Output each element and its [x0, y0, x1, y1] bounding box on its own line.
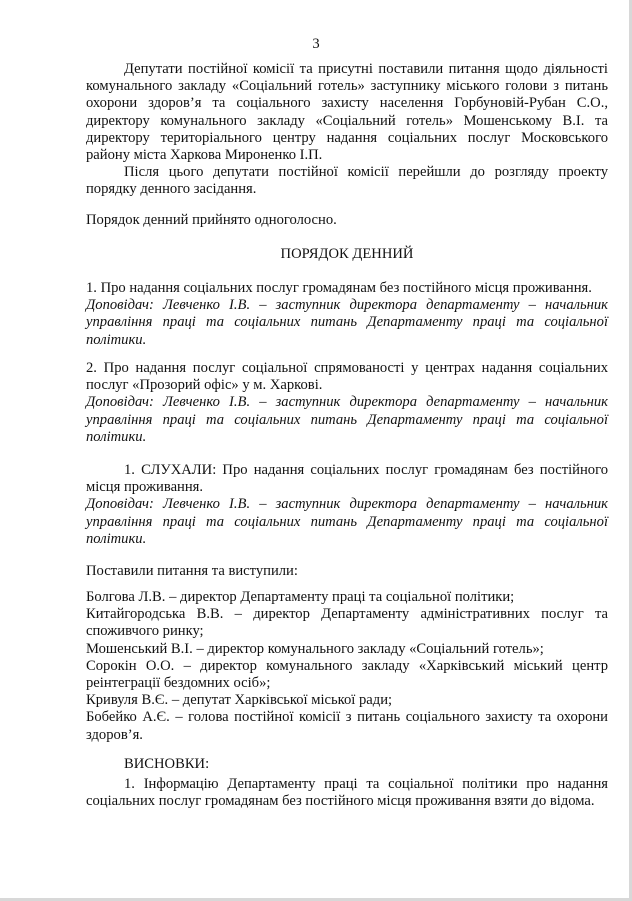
heard-text: 1. СЛУХАЛИ: Про надання соціальних послуг громадянам без постійного місця проживання.	[86, 462, 608, 496]
agenda-item-1-reporter	[86, 297, 608, 349]
reporter-name: Левченко І.В. – заступник директора департаменту – начальник управління праці та соціальних питань Департаменту праці та соціальної політики.	[86, 496, 608, 547]
reporter-label: Доповідач:	[86, 394, 154, 411]
speaker-item: Бобейко А.Є. – голова постійної комісії з питань соціального захисту та охорони здоров’я.	[86, 709, 608, 743]
speaker-item: Болгова Л.В. – директор Департаменту праці та соціальної політики;	[86, 589, 515, 605]
agenda-item-2	[86, 360, 608, 446]
speaker-item: Мошенський В.І. – директор комунального закладу «Соціальний готель»;	[86, 640, 544, 657]
speakers-list	[86, 589, 608, 744]
agenda-item-2-text: 2. Про надання послуг соціальної спрямованості у центрах надання соціальних послуг «Прозорий офіс» у м. Харкові.	[86, 360, 608, 394]
speaker-item: Кривуля В.Є. – депутат Харківської міської ради;	[86, 692, 393, 709]
page-number: 3	[312, 36, 320, 52]
agenda-title: ПОРЯДОК ДЕННИЙ	[280, 246, 414, 262]
intro-paragraph-1: Депутати постійної комісії та присутні поставили питання щодо діяльності комунального закладу «Соціальний готель» заступнику міського голови з питань охорони здоров’я та соціального захисту населення Горбуновій-Рубан С.О., директору комунального закладу «Соціальний готель» Мошенському В.І. та директору територіального центру надання соціальних послуг Московського району міста Харкова Мироненко І.П.	[86, 61, 608, 164]
speakers-intro: Поставили питання та виступили:	[86, 563, 298, 579]
speaker-item: Китайгородська В.В. – директор Департаменту адміністративних послуг та споживчого ринку;	[86, 606, 608, 640]
reporter-name: Левченко І.В. – заступник директора департаменту – начальник управління праці та соціальних питань Департаменту праці та соціальної політики.	[86, 297, 608, 348]
reporter-label: Доповідач:	[86, 297, 154, 314]
agenda-item-1-text: 1. Про надання соціальних послуг громадянам без постійного місця проживання.	[86, 280, 592, 296]
agenda-item-1	[86, 280, 608, 349]
speaker-item: Сорокін О.О. – директор комунального закладу «Харківський міський центр реінтеграції бездомних осіб»;	[86, 657, 608, 692]
agenda-adopted-note: Порядок денний прийнято одноголосно.	[86, 212, 337, 228]
reporter-name: Левченко І.В. – заступник директора департаменту – начальник управління праці та соціальних питань Департаменту праці та соціальної політики.	[86, 394, 608, 445]
reporter-label: Доповідач:	[86, 496, 154, 513]
heard-reporter	[86, 496, 608, 548]
conclusion-item-1: 1. Інформацію Департаменту праці та соціальної політики про надання соціальних послуг громадянам без постійного місця проживання взяти до відома.	[86, 776, 608, 810]
conclusions-title: ВИСНОВКИ:	[124, 756, 210, 772]
intro-paragraph-2: Після цього депутати постійної комісії перейшли до розгляду проекту порядку денного засідання.	[86, 164, 608, 198]
agenda-item-2-reporter	[86, 394, 608, 446]
heard-section	[86, 462, 608, 548]
